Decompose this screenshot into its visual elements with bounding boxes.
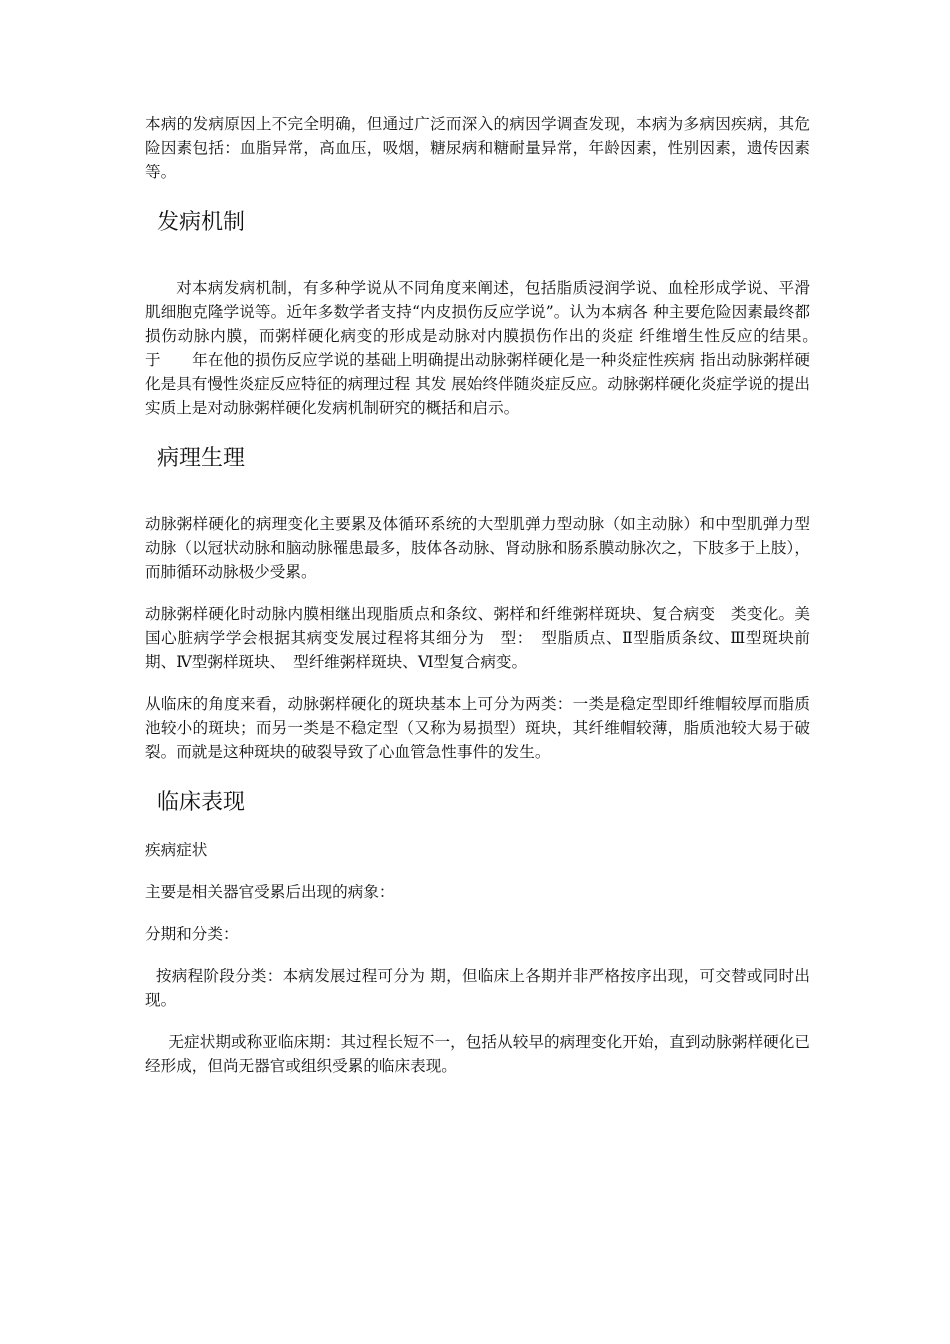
section-heading-clinical: 临床表现: [157, 790, 246, 815]
mechanism-paragraph: 对本病发病机制，有多种学说从不同角度来阐述，包括脂质浸润学说、血栓形成学说、平滑肌细胞克隆学说等。近年多数学者支持“内皮损伤反应学说”。认为本病各 种主要危险因素最终都损伤动脉内膜，而粥样硬化病变的形成是动脉对内膜损伤作出的炎症 纤维增生性反应的结果。 于 年在他的损伤反应学说的基础上明确提出动脉粥样硬化是一种炎症性疾病 指出动脉粥样硬化是具有慢性炎症反应特征的病理过程 其发 展始终伴随炎症反应。动脉粥样硬化炎症学说的提出 实质上是对动脉粥样硬化发病机制研究的概括和启示。: [145, 279, 873, 417]
pathophysiology-paragraph-3: 从临床的角度来看，动脉粥样硬化的斑块基本上可分为两类：一类是稳定型即纤维帽较厚而脂质池较小的斑块；而另一类是不稳定型（又称为易损型）斑块，其纤维帽较薄，脂质池较大易于破裂。而就是这种斑块的破裂导致了心血管急性事件的发生。: [145, 695, 810, 761]
pathophysiology-paragraph-2: 动脉粥样硬化时动脉内膜相继出现脂质点和条纹、粥样和纤维粥样斑块、复合病变 类变化。美国心脏病学学会根据其病变发展过程将其细分为 型： 型脂质点、Ⅱ型脂质条纹、Ⅲ型斑块前期、Ⅳ型粥样斑块、 型纤维粥样斑块、Ⅵ型复合病变。: [145, 605, 810, 671]
document-page: [145, 112, 873, 1078]
clinical-stage-paragraph: 按病程阶段分类：本病发展过程可分为 期，但临床上各期并非严格按序出现，可交替或同时出现。: [145, 967, 810, 1009]
clinical-subheading: 疾病症状: [145, 841, 208, 859]
clinical-line-organs: 主要是相关器官受累后出现的病象：: [145, 883, 395, 901]
intro-paragraph: 本病的发病原因上不完全明确，但通过广泛而深入的病因学调查发现，本病为多病因疾病，其危险因素包括：血脂异常，高血压，吸烟，糖尿病和糖耐量异常，年龄因素，性别因素，遗传因素等。: [145, 115, 810, 181]
section-heading-pathophysiology: 病理生理: [157, 446, 246, 471]
section-heading-mechanism: 发病机制: [157, 210, 246, 235]
pathophysiology-paragraph-1: 动脉粥样硬化的病理变化主要累及体循环系统的大型肌弹力型动脉（如主动脉）和中型肌弹力型动脉（以冠状动脉和脑动脉罹患最多，肢体各动脉、肾动脉和肠系膜动脉次之，下肢多于上肢），而肺循环动脉极少受累。: [145, 515, 810, 581]
clinical-line-staging: 分期和分类：: [145, 925, 239, 943]
clinical-subclinical-paragraph: 无症状期或称亚临床期：其过程长短不一，包括从较早的病理变化开始，直到动脉粥样硬化已经形成，但尚无器官或组织受累的临床表现。: [145, 1033, 810, 1075]
